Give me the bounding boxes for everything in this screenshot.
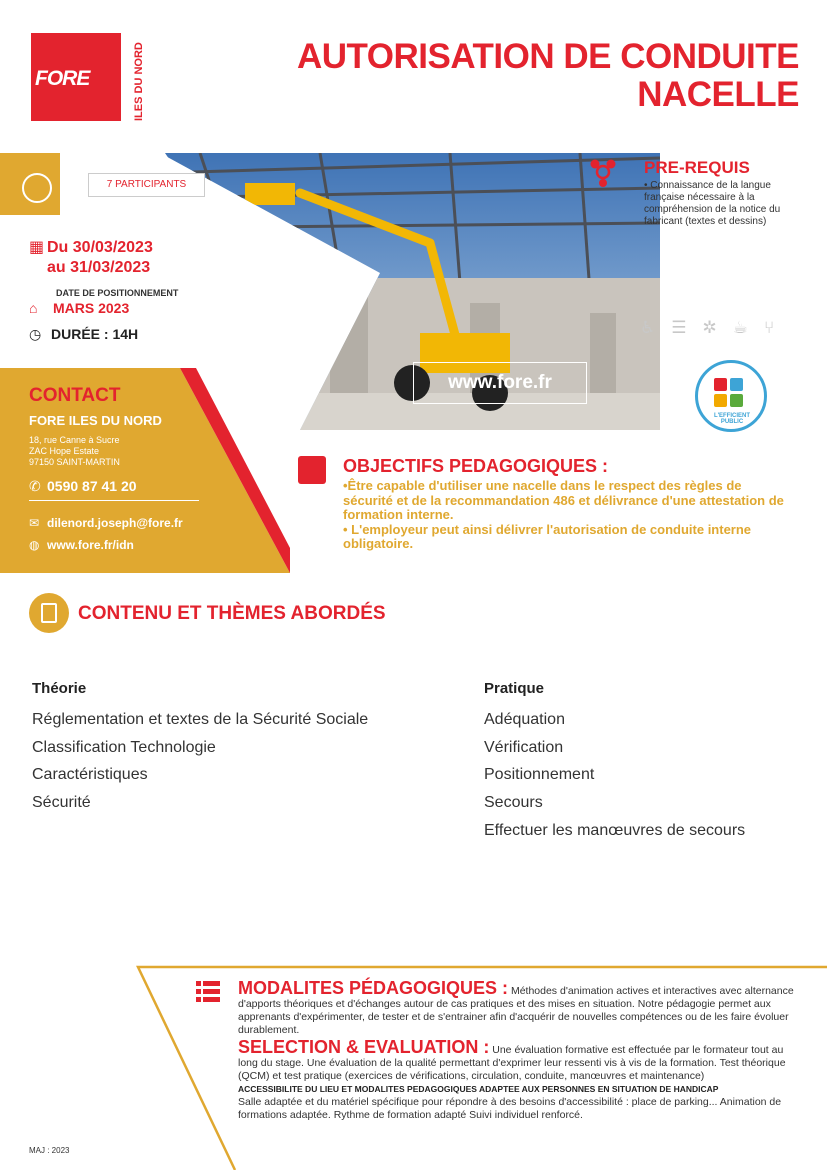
- modalites-body: Méthodes d'animation actives et interactives avec alternance d'apports théoriques et d'échanges autour de cas pratiques et des mises en situation. Notre pédagogie permet aux apprenants d'expérimenter, de tester et de s'entrainer afin d'acquérir de nouvelles compétences ou de les faire évoluer durablement.: [238, 985, 794, 1036]
- theorie-list: [32, 706, 368, 817]
- modalites-text: [238, 978, 798, 1122]
- contact-email-row[interactable]: [29, 516, 183, 530]
- phone-icon: ✆: [29, 478, 41, 494]
- amenity-icons: [640, 318, 790, 338]
- wifi-icon: ☰: [671, 318, 703, 337]
- aircon-icon: ✲: [702, 318, 733, 337]
- address-line-3: 97150 SAINT-MARTIN: [29, 457, 120, 467]
- badge-square-3: [714, 394, 727, 407]
- page-title: [297, 38, 799, 114]
- prereq-text: • Connaissance de la langue française nécessaire à la compréhension de la notice du fabricant (textes et dessins): [644, 180, 781, 227]
- badge-square-2: [730, 378, 743, 391]
- logo-side-text: [121, 33, 145, 121]
- pratique-list: [484, 706, 745, 845]
- fore-logo: [31, 33, 121, 121]
- title-line-2: NACELLE: [637, 75, 799, 114]
- update-date: MAJ : 2023: [29, 1146, 70, 1155]
- list-item: Réglementation et textes de la Sécurité Sociale: [32, 711, 369, 728]
- helmet-icon: [22, 173, 52, 203]
- list-item: Classification Technologie: [32, 738, 216, 756]
- duree: DURÉE : 14H: [51, 326, 139, 342]
- badge-square-4: [730, 394, 743, 407]
- badge-square-1: [714, 378, 727, 391]
- contact-org: FORE ILES DU NORD: [29, 413, 162, 428]
- duree-row: [29, 326, 138, 343]
- date-end: au 31/03/2023: [47, 259, 151, 276]
- contenu-title: CONTENU ET THÈMES ABORDÉS: [78, 603, 386, 624]
- prereq-icon: [588, 157, 618, 187]
- list-item: Caractéristiques: [32, 766, 148, 784]
- clock-icon: ◷: [29, 326, 42, 342]
- globe-icon: ◍: [29, 538, 40, 552]
- list-item: Secours: [484, 794, 543, 812]
- contact-web-row[interactable]: [29, 538, 134, 552]
- logo-side-label: ILES DU NORD: [133, 42, 145, 121]
- pratique-heading: Pratique: [484, 680, 545, 697]
- title-line-1: AUTORISATION DE CONDUITE: [297, 37, 799, 76]
- evaluation-body: Une évaluation formative est effectuée par le formateur tout au long du stage. Une évaluation de la qualité permettant d'exprimer leur ressenti vis à vis de la formation. Test théorique (QCM) et test pratique (exercices de vérifications, circulation, conduite, manœuvres et maintenance): [238, 1044, 786, 1082]
- session-dates: [29, 238, 153, 278]
- accessibility-body: Salle adaptée et du matériel spécifique pour répondre à des besoins d'accessibilité : place de parking... Animation de formations adaptée. Rythme de formation adapté Suivi individuel renforcé.: [238, 1096, 782, 1121]
- contact-address: [29, 435, 120, 468]
- teacher-icon: [298, 456, 326, 484]
- position-label: DATE DE POSITIONNEMENT: [56, 288, 179, 298]
- contact-phone-row[interactable]: [29, 478, 137, 495]
- objectif-item-2: • L'employeur peut ainsi délivrer l'autorisation de conduite interne obligatoire.: [343, 521, 752, 551]
- contact-phone: 0590 87 41 20: [47, 478, 137, 494]
- map-pin-icon: ⌂: [29, 300, 38, 316]
- list-item: Positionnement: [484, 766, 595, 784]
- evaluation-title: SELECTION & EVALUATION :: [238, 1037, 490, 1057]
- logo-word: FORE: [35, 67, 90, 90]
- list-item: Vérification: [484, 738, 564, 756]
- contact-email: dilenord.joseph@fore.fr: [47, 516, 183, 530]
- list-item: Sécurité: [32, 794, 91, 812]
- calendar-icon: ▦: [29, 239, 45, 256]
- address-line-1: 18, rue Canne à Sucre: [29, 435, 120, 445]
- contact-divider: [29, 500, 199, 501]
- coffee-icon: ☕: [732, 318, 764, 337]
- website-link[interactable]: www.fore.fr: [413, 362, 587, 404]
- contact-title: CONTACT: [29, 385, 121, 406]
- objectif-item-1: •Être capable d'utiliser une nacelle dans le respect des règles de sécurité et de la recommandation 486 et délivrance d'une attestation de formation interne.: [343, 478, 784, 522]
- list-icon: [196, 981, 220, 1003]
- list-item: Effectuer les manœuvres de secours: [484, 821, 746, 839]
- mail-icon: ✉: [29, 516, 40, 530]
- objectifs-text: [343, 479, 793, 552]
- badge-text: L'EFFICIENT PUBLIC: [713, 413, 751, 425]
- theorie-heading: Théorie: [32, 680, 87, 697]
- position-date-row: [29, 300, 129, 316]
- participants-badge: 7 PARTICIPANTS: [88, 173, 205, 197]
- position-date: MARS 2023: [53, 300, 130, 316]
- date-start: Du 30/03/2023: [47, 239, 153, 256]
- restaurant-icon: ⑂: [764, 318, 791, 337]
- accessibility-title: ACCESSIBILITE DU LIEU ET MODALITES PEDAGOGIQUES ADAPTEE AUX PERSONNES EN SITUATION DE HANDICAP: [238, 1084, 719, 1094]
- address-line-2: ZAC Hope Estate: [29, 446, 100, 456]
- objectifs-title: OBJECTIFS PEDAGOGIQUES :: [343, 456, 609, 476]
- contact-web: www.fore.fr/idn: [47, 538, 134, 552]
- prereq-title: PRE-REQUIS: [644, 158, 750, 177]
- modalites-title: MODALITES PÉDAGOGIQUES :: [238, 978, 509, 998]
- clipboard-icon: [29, 593, 69, 633]
- list-item: Adéquation: [484, 711, 565, 728]
- accessibility-icon: ♿: [640, 318, 672, 337]
- accessibility-badge: [695, 360, 767, 432]
